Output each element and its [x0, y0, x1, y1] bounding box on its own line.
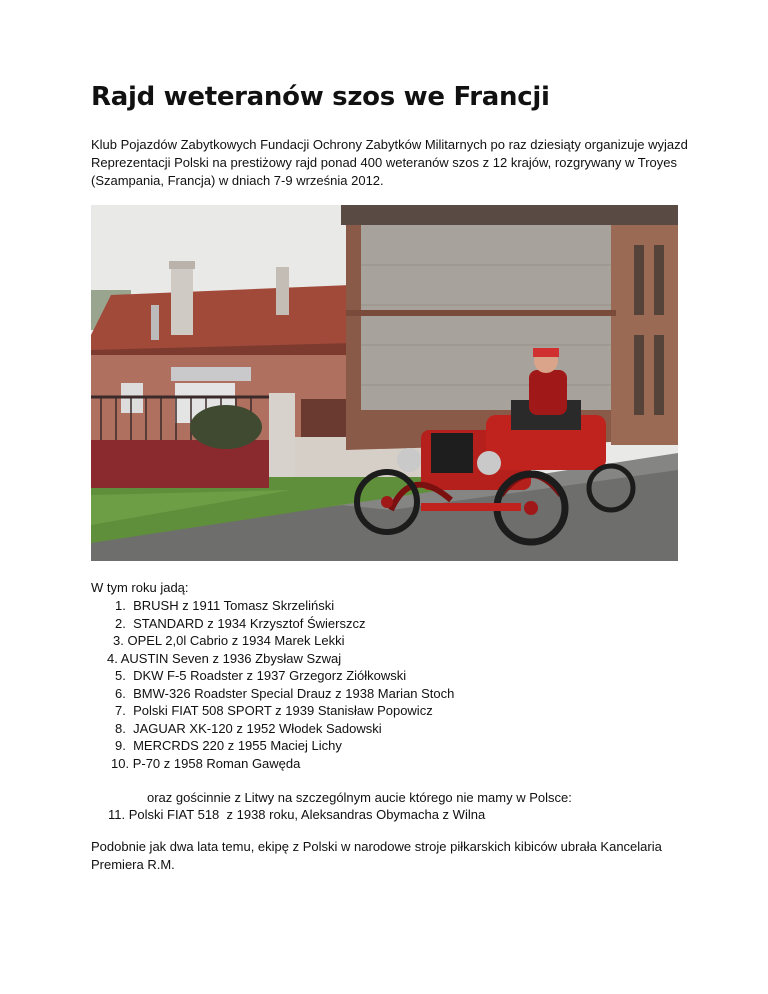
list-item	[91, 632, 454, 650]
list-item	[91, 667, 454, 685]
list-item-number: 10.	[111, 755, 130, 771]
list-item-text: BMW-326 Roadster Special Drauz z 1938 Marian Stoch	[133, 685, 455, 701]
page-title: Rajd weteranów szos we Francji	[91, 82, 550, 112]
list-item	[91, 755, 454, 773]
list-item-text: MERCRDS 220 z 1955 Maciej Lichy	[133, 738, 342, 753]
list-item-text: P-70 z 1958 Roman Gawęda	[132, 755, 301, 771]
closing-paragraph: Podobnie jak dwa lata temu, ekipę z Polski w narodowe stroje piłkarskich kibiców ubrała Kancelaria Premiera R.M.	[91, 839, 662, 872]
list-item-text: DKW F-5 Roadster z 1937 Grzegorz Ziółkowski	[133, 668, 407, 683]
list-item-text: AUSTIN Seven z 1936 Zbysław Szwaj	[120, 650, 342, 666]
car-list	[91, 597, 454, 772]
guest-list-item: 11. Polski FIAT 518 z 1938 roku, Aleksandras Obymacha z Wilna	[108, 807, 486, 822]
list-item-number: 5.	[115, 668, 126, 683]
list-item	[91, 650, 454, 668]
list-item	[91, 597, 454, 615]
list-item-text: BRUSH z 1911 Tomasz Skrzeliński	[133, 598, 335, 613]
list-item-text: STANDARD z 1934 Krzysztof Świerszcz	[133, 615, 366, 631]
list-item-text: Polski FIAT 508 SPORT z 1939 Stanisław Popowicz	[133, 703, 433, 718]
list-item	[91, 737, 454, 755]
list-item	[91, 702, 454, 720]
list-heading: W tym roku jadą:	[91, 580, 189, 595]
list-item-text: OPEL 2,0l Cabrio z 1934 Marek Lekki	[127, 633, 345, 648]
rally-photo	[91, 205, 678, 561]
list-item-number: 6.	[115, 685, 126, 701]
list-item-number: 3.	[113, 633, 124, 648]
list-item	[91, 685, 454, 703]
list-item-number: 2.	[115, 615, 126, 631]
list-item-number: 1.	[115, 598, 126, 613]
list-item-number: 8.	[115, 720, 126, 736]
guest-intro: oraz gościnnie z Litwy na szczególnym aucie którego nie mamy w Polsce:	[147, 790, 572, 805]
list-item-number: 9.	[115, 738, 126, 753]
list-item-number: 7.	[115, 703, 126, 718]
list-item	[91, 615, 454, 633]
list-item-text: JAGUAR XK-120 z 1952 Włodek Sadowski	[133, 720, 382, 736]
list-item-number: 4.	[107, 650, 118, 666]
intro-paragraph: Klub Pojazdów Zabytkowych Fundacji Ochrony Zabytków Militarnych po raz dziesiąty organizuje wyjazd Reprezentacji Polski na prestiżowy rajd ponad 400 weteranów szos z 12 krajów, rozgrywany w Troyes (Szampania, Francja) w dniach 7-9 września 2012.	[91, 137, 688, 188]
list-item	[91, 720, 454, 738]
